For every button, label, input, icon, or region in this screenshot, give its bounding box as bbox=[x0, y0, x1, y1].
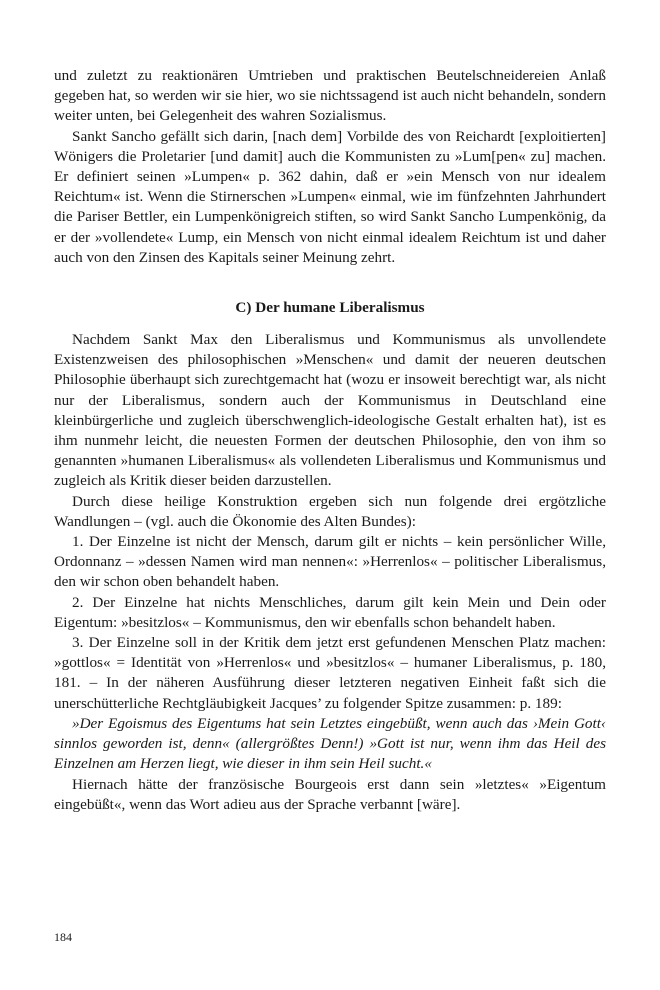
paragraph-point-1: 1. Der Einzelne ist nicht der Mensch, darum gilt er nichts – kein persönlicher Wille, Ordonnanz – »dessen Namen wird man nennen«: »Herrenlos« – politischer Liberalismus, den wir schon oben behandelt haben. bbox=[54, 533, 606, 591]
paragraph-continuation: und zuletzt zu reaktionären Umtrieben und praktischen Beutelschneidereien Anlaß gegeben hat, so werden wir sie hier, wo sie nichtssagend ist auch nicht behandeln, sondern weiter unten, bei Gelegenheit des wahren Sozialismus. bbox=[54, 67, 606, 125]
section-heading: C) Der humane Liberalismus bbox=[235, 299, 425, 317]
page-number: 184 bbox=[54, 930, 72, 944]
page-body bbox=[54, 66, 606, 815]
paragraph-point-2: 2. Der Einzelne hat nichts Menschliches, darum gilt kein Mein und Dein oder Eigentum: »besitzlos« – Kommunismus, den wir ebenfalls schon behandelt haben. bbox=[54, 593, 606, 631]
paragraph-sankt-sancho-lumpen: Sankt Sancho gefällt sich darin, [nach dem] Vorbilde des von Reichardt [exploitierten] Wönigers die Proletarier [und damit] auch die Kommunisten zu »Lum[pen« zu] machen. Er definiert seinen »Lumpen« p. 362 dahin, daß er »ein Mensch von nur idealem Reichtum« ist. Wenn die Stirnerschen »Lumpen« einmal, wie im fünfzehnten Jahrhundert die Pariser Bettler, ein Lumpenkönigreich stiften, so wird Sankt Sancho Lumpenkönig, da er der »vollendete« Lump, ein Mensch von nicht einmal idealem Reichtum ist und daher auch von den Zinsen des Kapitals seiner Meinung zehrt. bbox=[54, 127, 606, 266]
paragraph-point-3: 3. Der Einzelne soll in der Kritik dem jetzt erst gefundenen Menschen Platz machen: »gottlos« = Identität von »Herrenlos« und »besitzlos« – humaner Liberalismus, p. 180, 181. – In der näheren Ausführung dieser letzteren negativen Einheit faßt sich die unerschütterliche Rechtgläubigkeit Jacques’ zu folgender Spitze zusammen: p. 189: bbox=[54, 634, 606, 712]
paragraph-bourgeois: Hiernach hätte der französische Bourgeois erst dann sein »letztes« »Eigentum eingebüßt«, wenn das Wort adieu aus der Sprache verbannt [wäre]. bbox=[54, 775, 606, 813]
paragraph-wandlungen: Durch diese heilige Konstruktion ergeben sich nun folgende drei ergötzliche Wandlungen – (vgl. auch die Ökonomie des Alten Bundes): bbox=[54, 492, 606, 530]
paragraph-intro-humane-liberalismus: Nachdem Sankt Max den Liberalismus und Kommunismus als unvollendete Existenzweisen des philosophischen »Menschen« und damit der neueren deutschen Philosophie überhaupt sich zurechtgemacht hat (wozu er insoweit berechtigt war, als nicht nur der Liberalismus, sondern auch der Kommunismus in Deutschland eine kleinbürgerliche und zugleich überschwenglich-ideologische Gestalt erhalten hat), ist es ihm nunmehr leicht, die neuesten Formen der deutschen Philosophie, den von ihm so genannten »humanen Liberalismus« als vollendeten Liberalismus und Kommunismus und zugleich als Kritik dieser beiden darzustellen. bbox=[54, 331, 606, 490]
quote-egoismus: »Der Egoismus des Eigentums hat sein Letztes eingebüßt, wenn auch das ›Mein Gott‹ sinnlos geworden ist, denn« (allergrößtes Denn!) »Gott ist nur, wenn ihm das Heil des Einzelnen am Herzen liegt, wie dieser in ihm sein Heil sucht.« bbox=[54, 714, 606, 773]
